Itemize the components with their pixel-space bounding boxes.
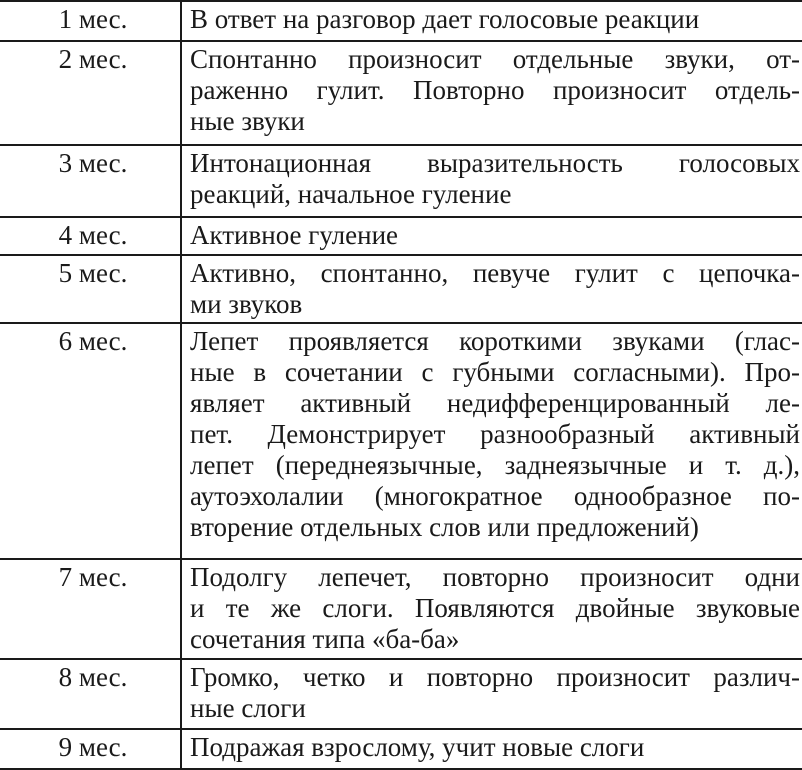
description-line: являет активный недифференцированный ле- <box>190 388 800 418</box>
table-row <box>0 145 802 217</box>
table-row <box>0 41 802 145</box>
description-line: Лепет проявляется короткими звуками (глас- <box>190 326 800 356</box>
table-row <box>0 323 802 559</box>
description-cell <box>181 255 802 323</box>
description-cell <box>181 41 802 145</box>
description-line: ные слоги <box>190 693 306 723</box>
age-cell: 4 мес. <box>0 217 181 255</box>
description-line: Интонационная выразительность голосовых <box>190 148 800 178</box>
age-cell: 6 мес. <box>0 323 181 559</box>
description-line: ми звуков <box>190 289 303 319</box>
description-line: Подолгу лепечет, повторно произносит одни <box>190 562 800 592</box>
description-line: Активное гуление <box>190 220 398 250</box>
age-cell: 9 мес. <box>0 729 181 769</box>
description-line: Активно, спонтанно, певуче гулит с цепочка- <box>190 258 800 288</box>
description-line: Громко, четко и повторно произносит различ- <box>190 662 800 692</box>
description-line: сочетания типа «ба-ба» <box>190 624 460 654</box>
table-row <box>0 659 802 729</box>
description-line: раженно гулит. Повторно произносит отдель- <box>190 75 800 105</box>
table-body <box>0 1 802 769</box>
description-line: лепет (переднеязычные, заднеязычные и т. д.), <box>190 450 800 480</box>
table-row <box>0 729 802 769</box>
description-cell <box>181 559 802 659</box>
description-line: Подражая взрослому, учит новые слоги <box>190 732 645 762</box>
description-cell <box>181 659 802 729</box>
description-line: В ответ на разговор дает голосовые реакции <box>190 4 700 34</box>
table-row <box>0 217 802 255</box>
age-cell: 1 мес. <box>0 1 181 41</box>
description-line: аутоэхолалии (многократное однообразное по- <box>190 481 800 511</box>
description-line: вторение отдельных слов или предложений) <box>190 512 699 542</box>
description-cell <box>181 323 802 559</box>
description-line: Спонтанно произносит отдельные звуки, от- <box>190 44 800 74</box>
age-cell: 8 мес. <box>0 659 181 729</box>
description-cell <box>181 145 802 217</box>
age-cell: 5 мес. <box>0 255 181 323</box>
description-line: пет. Демонстрирует разнообразный активный <box>190 419 800 449</box>
table-row <box>0 255 802 323</box>
age-cell: 3 мес. <box>0 145 181 217</box>
table-row <box>0 559 802 659</box>
age-cell: 2 мес. <box>0 41 181 145</box>
table-row <box>0 1 802 41</box>
description-cell <box>181 217 802 255</box>
description-line: ные в сочетании с губными согласными). Про- <box>190 357 800 387</box>
description-line: ные звуки <box>190 106 305 136</box>
description-line: и те же слоги. Появляются двойные звуковые <box>190 593 800 623</box>
description-cell <box>181 729 802 769</box>
description-cell <box>181 1 802 41</box>
description-line: реакций, начальное гуление <box>190 179 512 209</box>
age-cell: 7 мес. <box>0 559 181 659</box>
